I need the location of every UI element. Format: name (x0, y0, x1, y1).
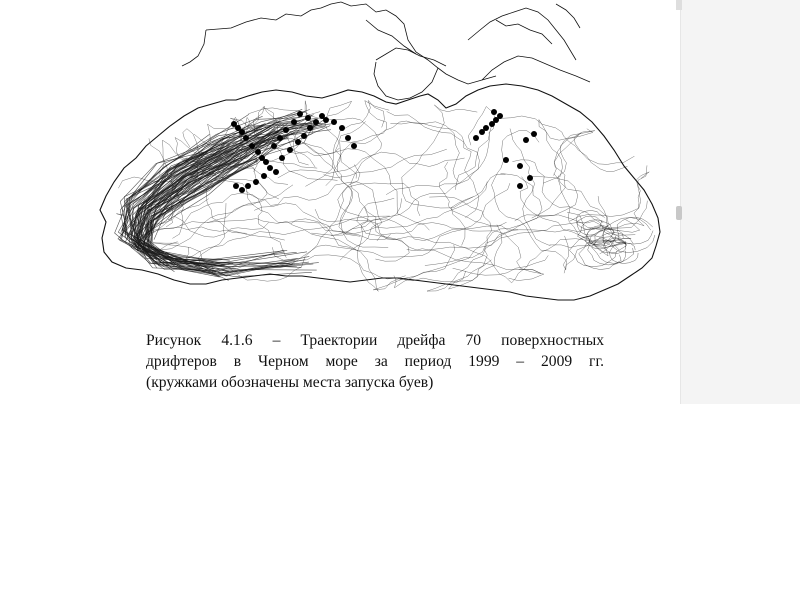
launch-point-marker (253, 179, 259, 185)
drifter-track (492, 131, 569, 270)
caption-line-1: Рисунок 4.1.6 – Траектории дрейфа 70 поверхностных (146, 332, 604, 349)
launch-point-marker (239, 187, 245, 193)
launch-point-marker (323, 117, 329, 123)
drifter-track (394, 177, 578, 288)
caption-line-2: дрифтеров в Черном море за период 1999 – 2009 гг. (146, 353, 604, 370)
launch-point-marker (277, 135, 283, 141)
drifter-track (570, 172, 649, 221)
launch-point-marker (243, 135, 249, 141)
launch-point-marker (239, 129, 245, 135)
launch-point-marker (267, 165, 273, 171)
drifter-track (577, 216, 603, 235)
launch-point-marker (249, 143, 255, 149)
launch-point-marker (473, 135, 479, 141)
launch-point-marker (287, 147, 293, 153)
launch-point-marker (503, 157, 509, 163)
northern-coastline (182, 2, 590, 100)
launch-point-marker (245, 183, 251, 189)
launch-point-marker (291, 119, 297, 125)
scrollbar-thumb[interactable] (676, 206, 682, 220)
drifter-track (340, 121, 459, 182)
launch-point-marker (279, 155, 285, 161)
launch-point-marker (295, 139, 301, 145)
drifter-track (305, 100, 384, 186)
launch-point-marker (271, 143, 277, 149)
scrollbar-track-top (676, 0, 682, 10)
launch-point-marker (263, 159, 269, 165)
drifter-track (456, 116, 628, 190)
drifter-trajectories (115, 100, 655, 291)
launch-point-marker (307, 125, 313, 131)
drifter-track (272, 222, 507, 267)
caption-line-3: (кружками обозначены места запуска буев) (146, 374, 434, 391)
drifter-track (338, 165, 488, 229)
drifter-track (386, 107, 496, 195)
launch-point-marker (497, 113, 503, 119)
drifter-track (324, 149, 447, 178)
drifter-track (425, 201, 647, 266)
drifter-trajectory-map (86, 0, 666, 310)
launch-point-marker (491, 109, 497, 115)
blank-area (0, 404, 800, 600)
launch-point-marker (531, 131, 537, 137)
drifter-track (539, 120, 595, 184)
launch-point-marker (345, 135, 351, 141)
drifter-track (186, 216, 390, 259)
launch-point-marker (297, 111, 303, 117)
launch-point-marker (517, 183, 523, 189)
drifter-track (340, 198, 402, 260)
launch-point-marker (351, 143, 357, 149)
launch-point-marker (283, 127, 289, 133)
drifter-track (510, 129, 550, 246)
launch-point-marker (527, 175, 533, 181)
drifter-track (351, 152, 465, 279)
drifter-track (520, 177, 626, 245)
drifter-track (532, 133, 635, 219)
launch-point-marker (255, 149, 261, 155)
launch-point-marker (339, 125, 345, 131)
launch-point-marker (301, 133, 307, 139)
drifter-track (402, 105, 478, 208)
launch-point-marker (331, 119, 337, 125)
viewer-background (680, 0, 800, 404)
drifter-track (579, 240, 621, 270)
launch-point-marker (273, 169, 279, 175)
drifter-track (512, 160, 635, 235)
launch-point-marker (261, 173, 267, 179)
launch-point-marker (313, 119, 319, 125)
drifter-track (149, 138, 164, 174)
drifter-track (174, 216, 268, 237)
drifter-track (373, 225, 502, 290)
figure-caption (146, 330, 604, 393)
drifter-track (337, 101, 389, 172)
launch-point-marker (479, 129, 485, 135)
drifter-track (429, 197, 491, 290)
launch-point-marker (233, 183, 239, 189)
launch-point-marker (523, 137, 529, 143)
launch-point-marker (305, 115, 311, 121)
launch-point-marker (517, 163, 523, 169)
drifter-track (365, 173, 542, 248)
